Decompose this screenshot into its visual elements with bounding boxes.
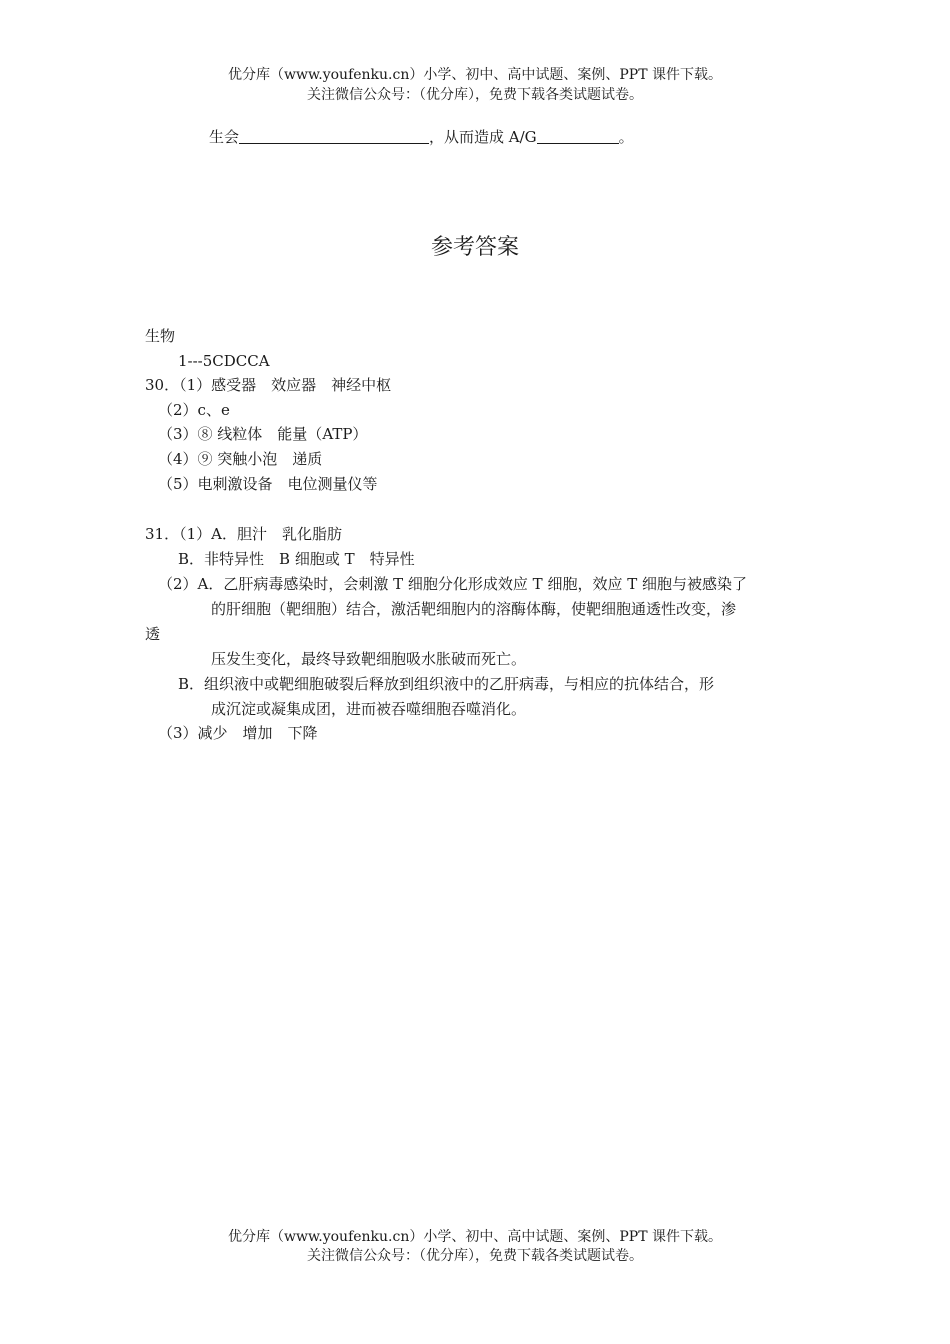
q31-line-5: 透 xyxy=(145,625,161,643)
q31-line-9: （3）减少 增加 下降 xyxy=(158,724,318,742)
q30-line-3: （3）⑧ 线粒体 能量（ATP） xyxy=(158,425,368,443)
question-tail-suffix: 。 xyxy=(618,128,634,146)
q31-line-3: （2）A．乙肝病毒感染时，会刺激 T 细胞分化形成效应 T 细胞，效应 T 细胞与被感染了 xyxy=(158,575,748,593)
question-tail-middle: ，从而造成 A/G xyxy=(429,128,537,146)
q31-line-8: 成沉淀或凝集成团，进而被吞噬细胞吞噬消化。 xyxy=(211,700,527,718)
answer-blank-1[interactable] xyxy=(239,128,429,144)
q30-line-1: 30．（1）感受器 效应器 神经中枢 xyxy=(145,376,392,394)
answer-blank-2[interactable] xyxy=(537,128,619,144)
q31-line-2: B．非特异性 B 细胞或 T 特异性 xyxy=(178,550,415,568)
q30-line-2: （2）c、e xyxy=(158,401,230,419)
page-footer-line-2: 关注微信公众号：（优分库），免费下载各类试题试卷。 xyxy=(307,1248,643,1264)
q30-line-5: （5）电刺激设备 电位测量仪等 xyxy=(158,475,378,493)
subject-label: 生物 xyxy=(145,327,176,345)
question-tail-prefix: 生会 xyxy=(209,128,240,146)
mc-answers: 1---5CDCCA xyxy=(178,352,270,370)
question-tail xyxy=(209,127,634,147)
page-header-line-2: 关注微信公众号：（优分库），免费下载各类试题试卷。 xyxy=(307,87,643,103)
q30-line-4: （4）⑨ 突触小泡 递质 xyxy=(158,450,323,468)
page-header-line-1: 优分库（www.youfenku.cn）小学、初中、高中试题、案例、PPT 课件下载。 xyxy=(227,67,722,83)
answer-title: 参考答案 xyxy=(430,235,519,260)
page-footer-line-1: 优分库（www.youfenku.cn）小学、初中、高中试题、案例、PPT 课件下载。 xyxy=(227,1229,722,1245)
q31-line-4: 的肝细胞（靶细胞）结合，激活靶细胞内的溶酶体酶，使靶细胞通透性改变，渗 xyxy=(211,600,737,618)
q31-line-7: B．组织液中或靶细胞破裂后释放到组织液中的乙肝病毒，与相应的抗体结合，形 xyxy=(178,675,715,693)
q31-line-6: 压发生变化，最终导致靶细胞吸水胀破而死亡。 xyxy=(211,650,527,668)
q31-line-1: 31．（1）A．胆汁 乳化脂肪 xyxy=(145,525,342,543)
